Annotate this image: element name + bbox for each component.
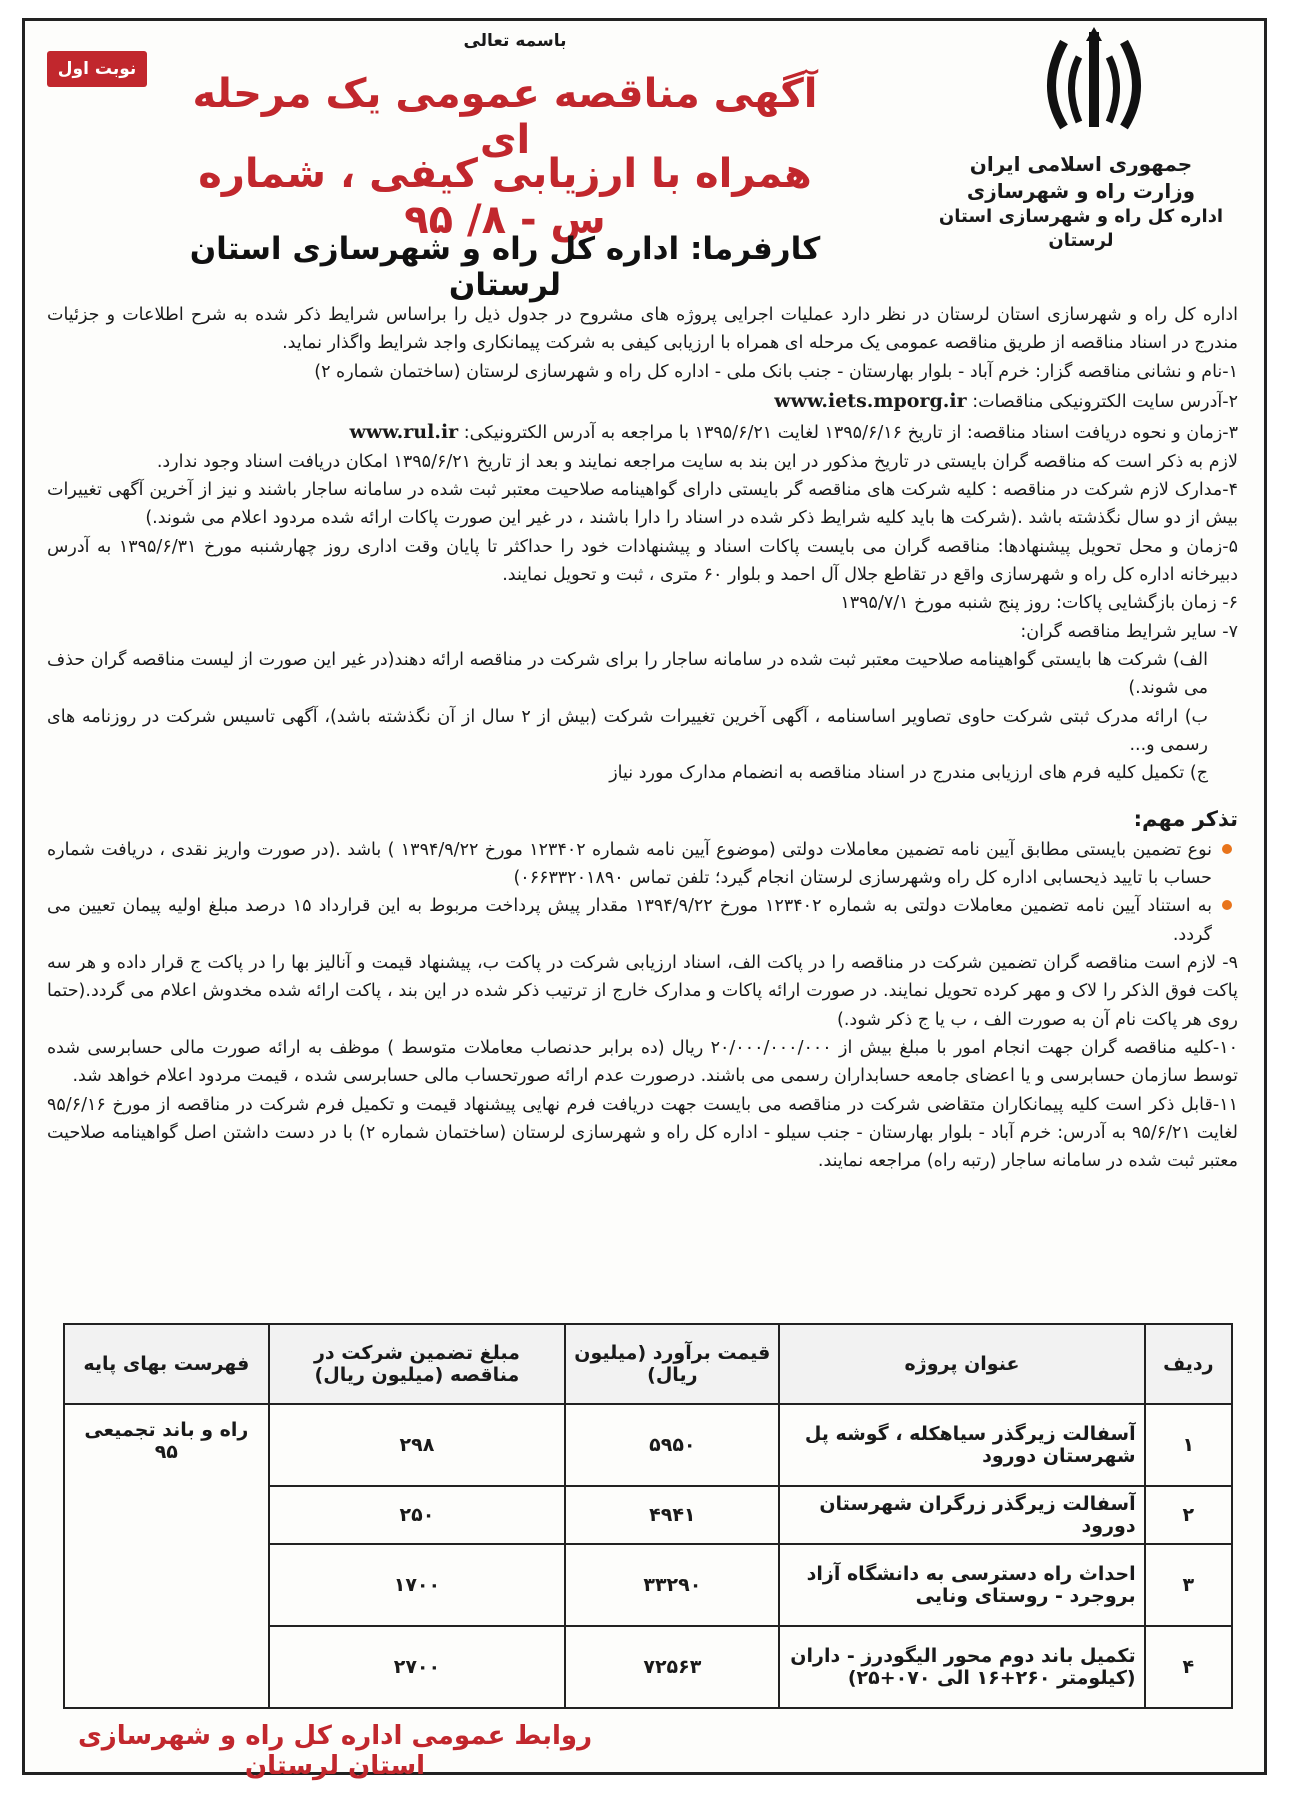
employer-line: کارفرما: اداره کل راه و شهرسازی استان لرستان — [189, 231, 821, 303]
notice-header — [25, 21, 1264, 301]
note-1-text: نوع تضمین بایستی مطابق آیین نامه تضمین معاملات دولتی (موضوع آیین نامه شماره ۱۲۳۴۰۲ مورخ ۱۳۹۴/۹/۲۲ ) باشد .(در صورت واریز نقدی ، دریافت شماره حساب با تایید ذیحسابی اداره کل راه وشهرسازی لرستان انجام گیرد؛ تلفن تماس ۰۶۶۳۳۲۰۱۸۹۰) — [47, 839, 1212, 889]
issuer-office: اداره کل راه و شهرسازی استان لرستان — [938, 206, 1224, 252]
cell-guarantee: ۲۷۰۰ — [269, 1626, 566, 1708]
cell-guarantee: ۲۹۸ — [269, 1404, 566, 1486]
item-11: ۱۱-قابل ذکر است کلیه پیمانکاران متقاضی شرکت در مناقصه می بایست جهت دریافت فرم نهایی پیشنهاد قیمت و تکمیل فرم شرکت در مناقصه از مورخ ۹۵/۶/۱۶ لغایت ۹۵/۶/۲۱ به آدرس: خرم آباد - بلوار بهارستان - جنب سیلو - اداره کل راه و شهرسازی لرستان (ساختمان شماره ۲) با در دست داشتن اصل گواهینامه صلاحیت معتبر ثبت شده در سامانه ساجار (رتبه راه) مراجعه نمایند. — [47, 1094, 1238, 1172]
public-relations-footer: روابط عمومی اداره کل راه و شهرسازی استان لرستان — [77, 1721, 593, 1781]
note-1 — [47, 836, 1238, 893]
item-9: ۹- لازم است مناقصه گران تضمین شرکت در مناقصه را در پاکت الف، اسناد ارزیابی شرکت در پاکت ب، پیشنهاد قیمت و آنالیز بها را در پاکت ج قرار داده و هر سه پاکت فوق الذکر را لاک و مهر کرده تحویل نمایند. در صورت ارائه پاکات و مدارک خارج از ترتیب ذکر شده در این بند ، پاکت ارائه شده مخدوش اعلام می گردد.(حتما روی هر پاکت نام آن به صورت الف ، ب یا ج ذکر شود.) — [47, 953, 1238, 1030]
cell-title: احداث راه دسترسی به دانشگاه آزاد بروجرد - روستای ونایی — [779, 1544, 1144, 1626]
item-1: ۱-نام و نشانی مناقصه گزار: خرم آباد - بلوار بهارستان - جنب بانک ملی - اداره کل راه و شهرسازی لرستان (ساختمان شماره ۲) — [314, 361, 1238, 382]
documents-site-link[interactable]: www.rul.ir — [349, 420, 459, 443]
notes-heading: تذکر مهم: — [1133, 806, 1238, 831]
cell-estimate: ۵۹۵۰ — [565, 1404, 779, 1486]
item-2 — [47, 386, 1238, 417]
item-3-text: ۳-زمان و نحوه دریافت اسناد مناقصه: از تاریخ ۱۳۹۵/۶/۱۶ لغایت ۱۳۹۵/۶/۲۱ با مراجعه به آدرس الکترونیکی: — [463, 422, 1238, 443]
cell-estimate: ۴۹۴۱ — [565, 1486, 779, 1544]
col-base: فهرست بهای پایه — [64, 1324, 269, 1404]
cell-title: آسفالت زیرگذر سیاهکله ، گوشه پل شهرستان دورود — [779, 1404, 1144, 1486]
item-6: ۶- زمان بازگشایی پاکات: روز پنج شنبه مورخ ۱۳۹۵/۷/۱ — [840, 593, 1238, 614]
iran-emblem-icon — [1034, 27, 1154, 137]
bullet-icon — [1222, 900, 1232, 910]
cell-title: تکمیل باند دوم محور الیگودرز - داران (کیلومتر ۲۶۰+۱۶ الی ۰۷۰+۲۵) — [779, 1626, 1144, 1708]
item-3 — [47, 417, 1238, 448]
col-idx: ردیف — [1145, 1324, 1232, 1404]
issuer-ministry: وزارت راه و شهرسازی — [966, 179, 1196, 203]
cell-estimate: ۷۲۵۶۳ — [565, 1626, 779, 1708]
note-2 — [47, 892, 1238, 949]
issue-badge: نوبت اول — [47, 51, 147, 87]
col-title: عنوان پروژه — [779, 1324, 1144, 1404]
table-header-row — [64, 1324, 1232, 1404]
table-row — [64, 1404, 1232, 1486]
cell-idx: ۱ — [1145, 1404, 1232, 1486]
notice-subtitle: همراه با ارزیابی کیفی ، شماره س - ۸/ ۹۵ — [198, 151, 812, 243]
cell-idx: ۳ — [1145, 1544, 1232, 1626]
issuer-country: جمهوری اسلامی ایران — [969, 152, 1193, 176]
notice-title: آگهی مناقصه عمومی یک مرحله ای — [192, 71, 818, 163]
basmala: باسمه تعالی — [463, 31, 567, 51]
col-estimate: قیمت برآورد (میلیون ریال) — [565, 1324, 779, 1404]
item-7a: الف) شرکت ها بایستی گواهینامه صلاحیت معتبر ثبت شده در سامانه ساجار را برای شرکت در مناقصه ارائه دهند(در غیر این صورت از لیست مناقصه گران حذف می شوند.) — [47, 649, 1208, 699]
cell-idx: ۴ — [1145, 1626, 1232, 1708]
cell-idx: ۲ — [1145, 1486, 1232, 1544]
cell-guarantee: ۱۷۰۰ — [269, 1544, 566, 1626]
issuer-block — [926, 151, 1236, 254]
note-2-text: به استناد آیین نامه تضمین معاملات دولتی به شماره ۱۲۳۴۰۲ مورخ ۱۳۹۴/۹/۲۲ مقدار پیش پرداخت مربوط به این قرارداد ۱۵ درصد مبلغ اولیه پیمان تعیین می گردد. — [47, 896, 1212, 945]
bullet-icon — [1222, 844, 1232, 854]
item-3-note: لازم به ذکر است که مناقصه گران بایستی در تاریخ مذکور در این بند به سایت مراجعه نمایند و بعد از تاریخ ۱۳۹۵/۶/۲۱ امکان دریافت اسناد وجود ندارد. — [156, 451, 1238, 472]
item-10: ۱۰-کلیه مناقصه گران جهت انجام امور با مبلغ بیش از ۲۰/۰۰۰/۰۰۰/۰۰۰ ریال (ده برابر حدنصاب معاملات متوسط ) موظف به ارائه صورت مالی حسابرسی شده توسط سازمان حسابرسی و یا اعضای جامعه حسابداران رسمی می باشند. درصورت عدم ارائه صورتحساب مالی حسابرسی شده ، قیمت مردود اعلام خواهد شد. — [47, 1038, 1239, 1087]
tender-notice — [22, 18, 1267, 1781]
item-4: ۴-مدارک لازم شرکت در مناقصه : کلیه شرکت های مناقصه گر بایستی دارای گواهینامه صلاحیت معتبر ثبت شده در سامانه ساجار باشند و نیز از آخرین آگهی تغییرات بیش از دو سال نگذشته باشد .(شرکت ها باید کلیه شرایط ذکر شده در اسناد را دارا باشند ، در غیر این صورت پاکات ارائه شده مردود اعلام می شوند.) — [47, 479, 1238, 529]
item-5: ۵-زمان و محل تحویل پیشنهادها: مناقصه گران می بایست پاکات اسناد و پیشنهادات خود را حداکثر تا پایان وقت اداری روز چهارشنبه مورخ ۱۳۹۵/۶/۳۱ به آدرس دبیرخانه اداره کل راه و شهرسازی واقع در تقاطع جلال آل احمد و بلوار ۶۰ متری ، ثبت و تحویل نمایند. — [47, 536, 1238, 585]
projects-table — [63, 1323, 1233, 1709]
cell-title: آسفالت زیرگذر زرگران شهرستان دورود — [779, 1486, 1144, 1544]
notice-body — [25, 301, 1264, 1176]
intro-paragraph: اداره کل راه و شهرسازی استان لرستان در نظر دارد عملیات اجرایی پروژه های مشروح در جدول ذیل را براساس شرایط ذکر شده به شرح اطلاعات و جزئیات مندرج در اسناد مناقصه از طریق مناقصه عمومی یک مرحله ای همراه با ارزیابی کیفی به شرکت پیمانکاری واجد شرایط واگذار نماید. — [47, 305, 1238, 354]
cell-guarantee: ۲۵۰ — [269, 1486, 566, 1544]
item-7c: ج) تکمیل کلیه فرم های ارزیابی مندرج در اسناد مناقصه به انضمام مدارک مورد نیاز — [609, 763, 1208, 784]
cell-estimate: ۳۳۲۹۰ — [565, 1544, 779, 1626]
cell-base: راه و باند تجمیعی ۹۵ — [64, 1404, 269, 1708]
item-7: ۷- سایر شرایط مناقصه گران: — [1020, 621, 1238, 642]
item-2-label: ۲-آدرس سایت الکترونیکی مناقصات: — [972, 392, 1238, 413]
col-guarantee: مبلغ تضمین شرکت در مناقصه (میلیون ریال) — [269, 1324, 566, 1404]
tender-site-link[interactable]: www.iets.mporg.ir — [774, 390, 967, 413]
item-7b: ب) ارائه مدرک ثبتی شرکت حاوی تصاویر اساسنامه ، آگهی آخرین تغییرات شرکت (بیش از ۲ سال از آن نگذشته باشد)، آگهی تاسیس شرکت در روزنامه های رسمی و... — [47, 706, 1208, 755]
